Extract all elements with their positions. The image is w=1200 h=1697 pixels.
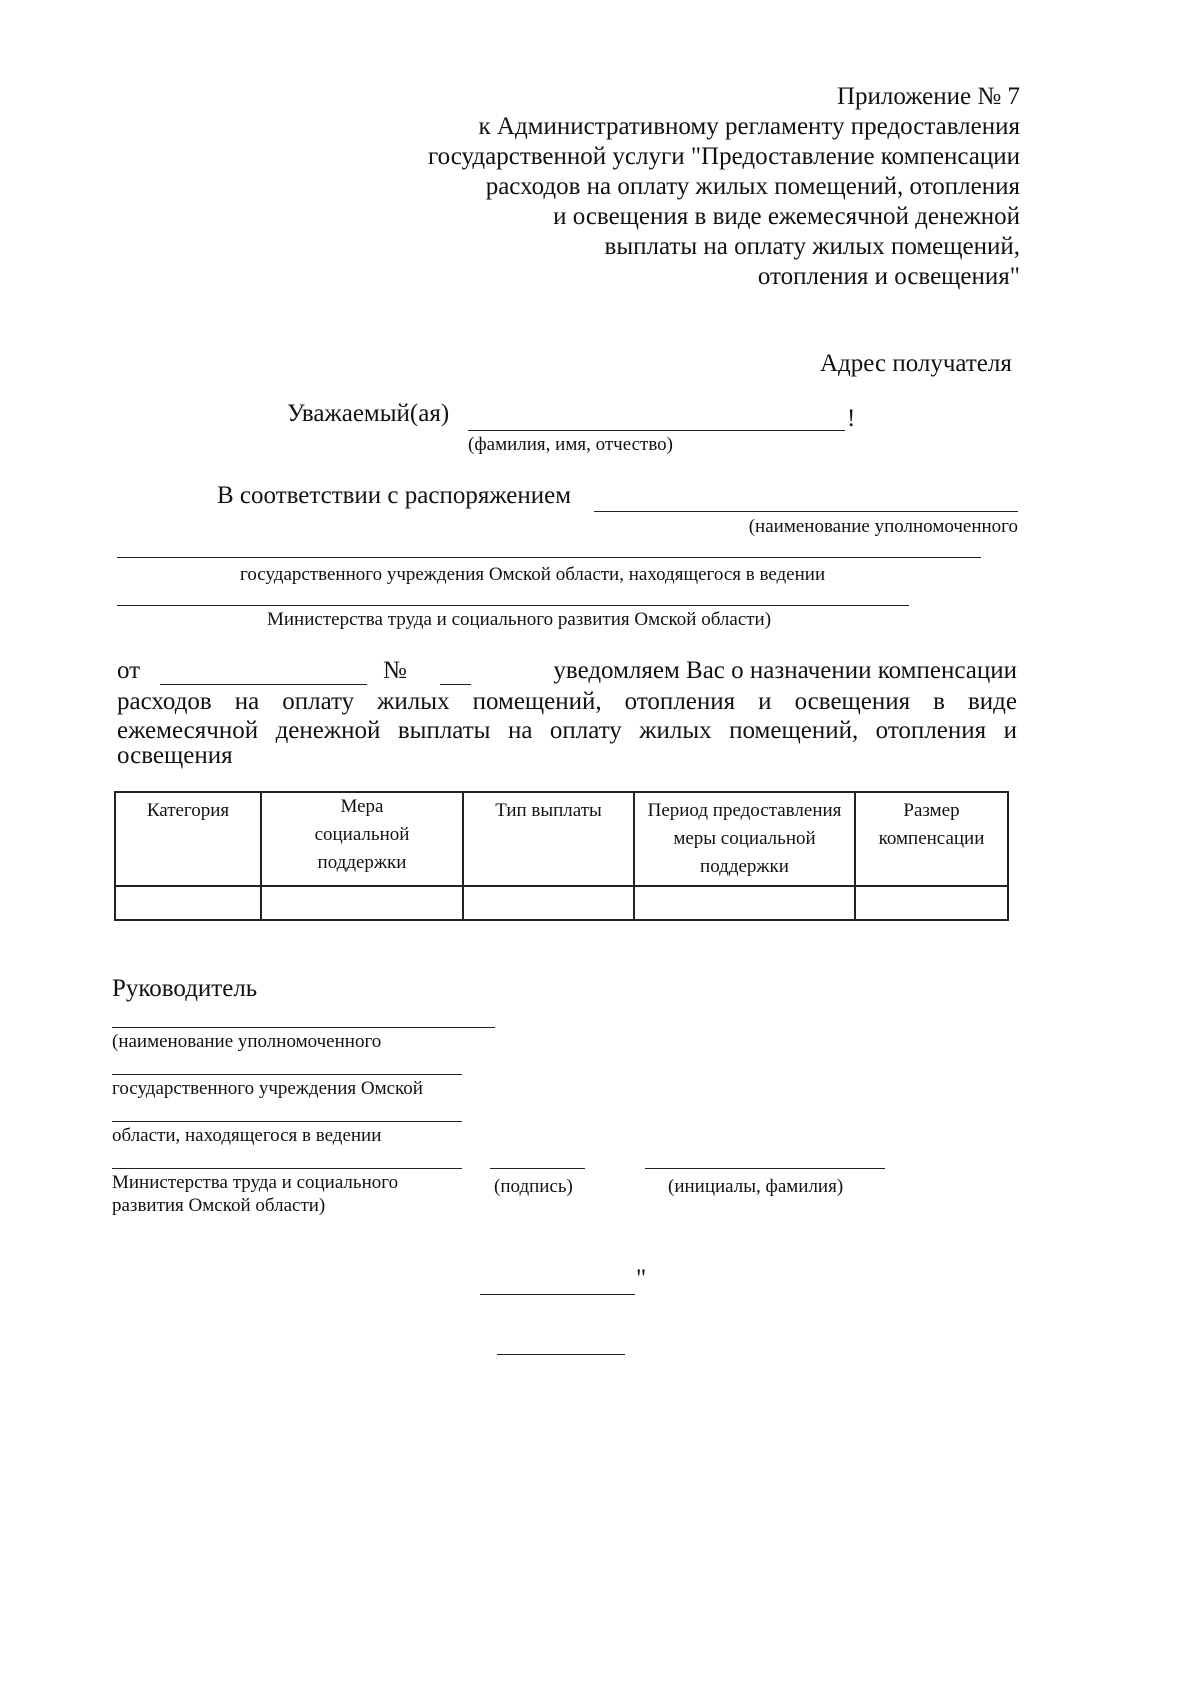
initials-line[interactable] bbox=[645, 1168, 885, 1169]
header-line: и освещения в виде ежемесячной денежной bbox=[553, 203, 1020, 230]
header-line: отопления и освещения" bbox=[757, 263, 1020, 290]
notice-line-1: уведомляем Вас о назначении компенсации bbox=[553, 657, 1017, 684]
notice-line-3: ежемесячной денежной выплаты на оплату жилых помещений, отопления и bbox=[117, 717, 1017, 744]
header-payment-type: Тип выплаты bbox=[463, 792, 634, 886]
cell-category[interactable] bbox=[115, 886, 261, 920]
signature-line[interactable] bbox=[490, 1168, 585, 1169]
notice-line-2: расходов на оплату жилых помещений, отопления и освещения в виде bbox=[117, 688, 1017, 715]
date-field-line[interactable] bbox=[160, 684, 367, 685]
order-line-3[interactable] bbox=[117, 605, 909, 606]
greeting-end: ! bbox=[847, 405, 856, 432]
table-header-row bbox=[115, 792, 1008, 886]
sig-line-2[interactable] bbox=[112, 1074, 462, 1075]
header-measure: Мера социальной поддержки bbox=[261, 792, 463, 886]
number-field-line[interactable] bbox=[440, 684, 471, 685]
date-line[interactable] bbox=[480, 1294, 635, 1295]
header-category: Категория bbox=[115, 792, 261, 886]
sig-caption-1: (наименование уполномоченного bbox=[112, 1031, 382, 1052]
initials-caption: (инициалы, фамилия) bbox=[668, 1176, 844, 1197]
greeting-label: Уважаемый(ая) bbox=[287, 400, 450, 427]
number-label: № bbox=[383, 657, 407, 684]
name-field-line[interactable] bbox=[468, 430, 845, 431]
appendix-header bbox=[428, 82, 1020, 292]
header-line: расходов на оплату жилых помещений, отопления bbox=[485, 173, 1020, 200]
header-line: Приложение № 7 bbox=[836, 83, 1020, 110]
order-field-line[interactable] bbox=[594, 511, 1018, 512]
compensation-table bbox=[114, 791, 1009, 921]
cell-period[interactable] bbox=[634, 886, 855, 920]
sig-caption-5: развития Омской области) bbox=[112, 1195, 326, 1216]
sig-caption-3: области, находящегося в ведении bbox=[112, 1125, 382, 1146]
sig-line-3[interactable] bbox=[112, 1121, 462, 1122]
sig-caption-2: государственного учреждения Омской bbox=[112, 1078, 423, 1099]
sig-caption-4: Министерства труда и социального bbox=[112, 1172, 399, 1193]
signature-caption: (подпись) bbox=[494, 1176, 573, 1197]
cell-payment-type[interactable] bbox=[463, 886, 634, 920]
cell-measure[interactable] bbox=[261, 886, 463, 920]
table-row bbox=[115, 886, 1008, 920]
cell-amount[interactable] bbox=[855, 886, 1008, 920]
header-line: к Административному регламенту предоставления bbox=[478, 113, 1020, 140]
registration-number-line[interactable] bbox=[497, 1354, 625, 1355]
header-period: Период предоставления меры социальной поддержки bbox=[634, 792, 855, 886]
sig-line-4[interactable] bbox=[112, 1168, 462, 1169]
signature-title: Руководитель bbox=[112, 975, 258, 1002]
notice-line-4: освещения bbox=[117, 742, 233, 769]
order-caption-3: Министерства труда и социального развития Омской области) bbox=[267, 609, 772, 630]
order-caption-1: (наименование уполномоченного bbox=[748, 516, 1018, 537]
order-caption-2: государственного учреждения Омской области, находящегося в ведении bbox=[240, 564, 826, 585]
name-caption: (фамилия, имя, отчество) bbox=[468, 434, 674, 455]
sig-line-1[interactable] bbox=[112, 1027, 495, 1028]
order-line-2[interactable] bbox=[117, 557, 981, 558]
order-label: В соответствии с распоряжением bbox=[217, 482, 572, 509]
recipient-address: Адрес получателя bbox=[820, 350, 1012, 377]
header-line: государственной услуги "Предоставление компенсации bbox=[427, 143, 1020, 170]
header-line: выплаты на оплату жилых помещений, bbox=[604, 233, 1020, 260]
date-quote: " bbox=[636, 1265, 647, 1292]
header-amount: Размер компенсации bbox=[855, 792, 1008, 886]
from-label: от bbox=[117, 657, 141, 684]
